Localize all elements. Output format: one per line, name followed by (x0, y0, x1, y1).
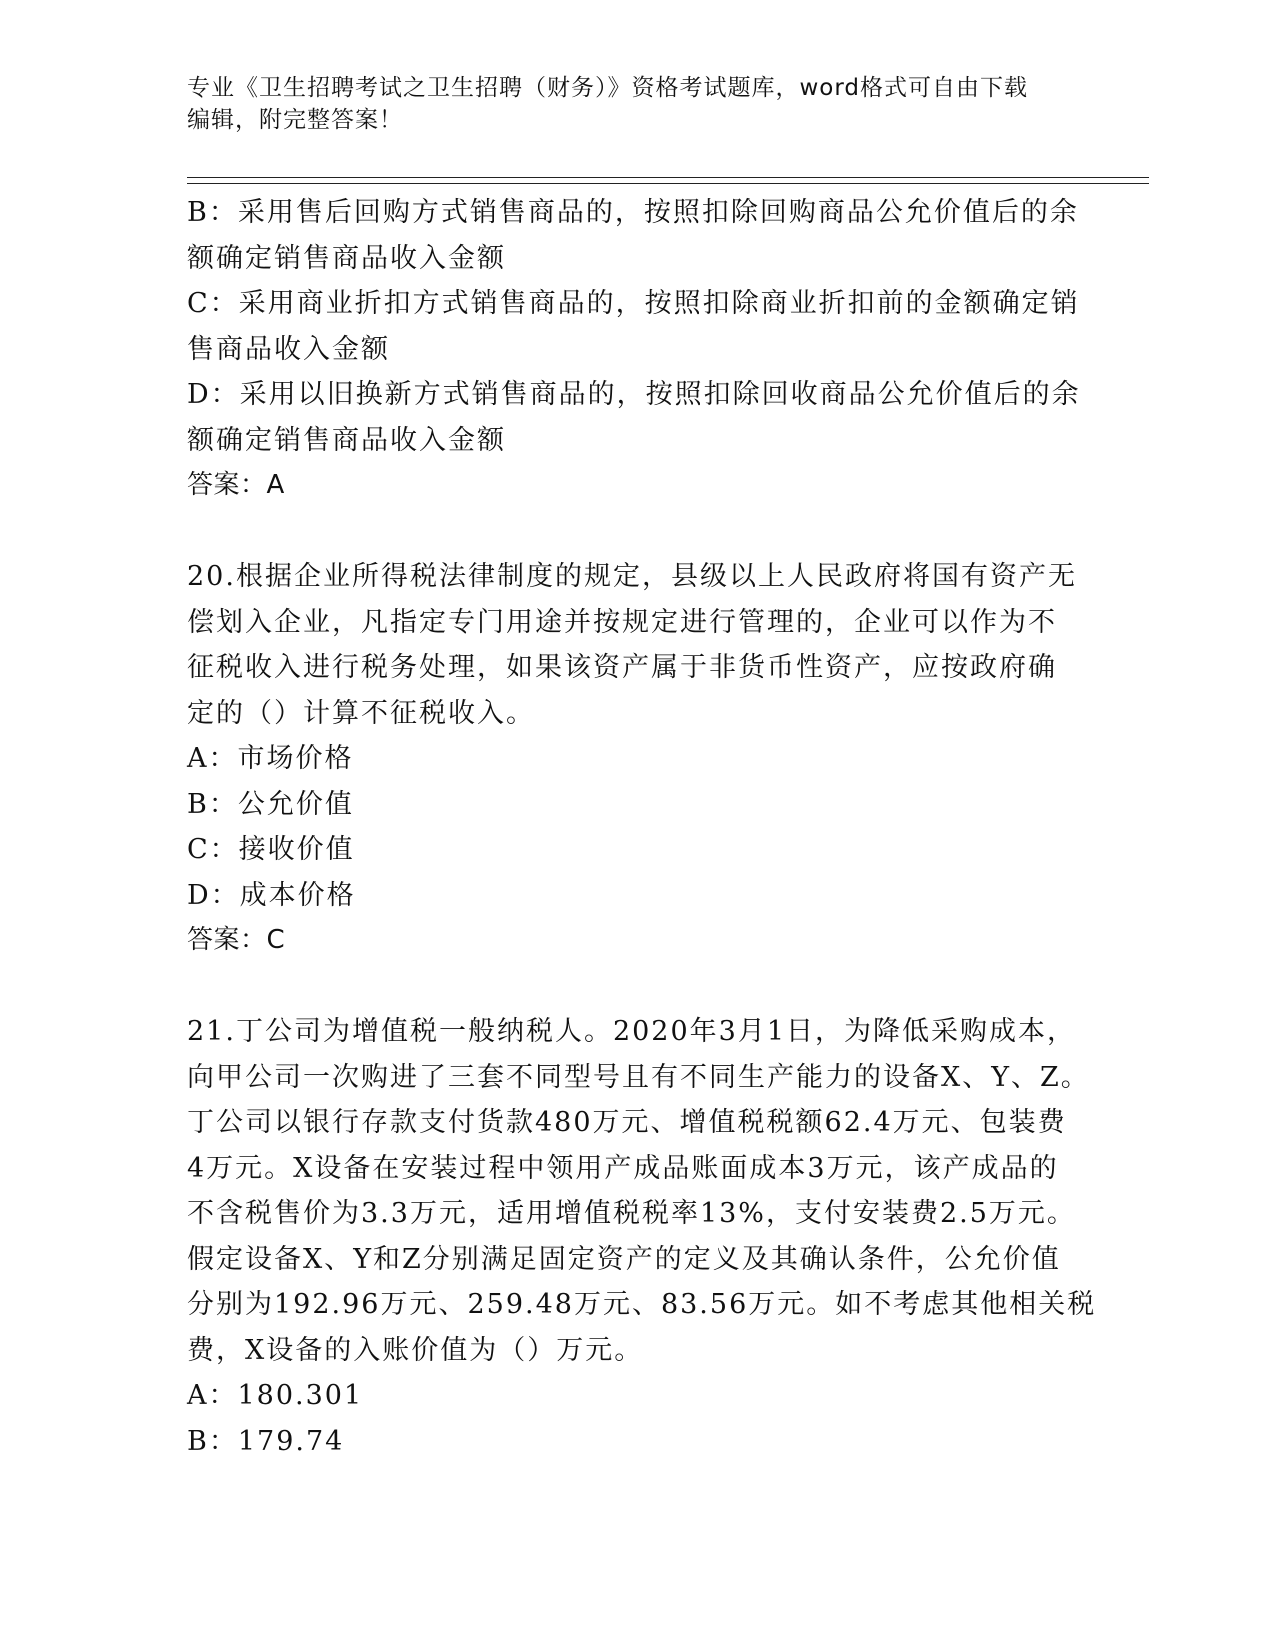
option-c-line-2: 售商品收入金额 (187, 333, 390, 365)
question-21-stem-line-6: 假定设备X、Y和Z分别满足固定资产的定义及其确认条件，公允价值 (187, 1243, 1061, 1275)
answer-19: 答案：A (187, 470, 285, 500)
question-spacer (187, 964, 1087, 1010)
page-header (187, 72, 1067, 136)
question-21-stem-line-4: 4万元。X设备在安装过程中领用产成品账面成本3万元，该产成品的 (187, 1152, 1059, 1184)
question-20-stem-line-3: 征税收入进行税务处理，如果该资产属于非货币性资产，应按政府确 (187, 652, 1057, 683)
question-20-stem-line-1: 20.根据企业所得税法律制度的规定，县级以上人民政府将国有资产无 (187, 561, 1077, 592)
header-title-line-2: 编辑，附完整答案！ (187, 107, 403, 133)
question-20-option-b: B：公允价值 (187, 788, 354, 820)
question-21-stem-line-2: 向甲公司一次购进了三套不同型号且有不同生产能力的设备X、Y、Z。 (187, 1061, 1090, 1093)
question-21-option-b: B：179.74 (187, 1425, 345, 1457)
option-b-line-2: 额确定销售商品收入金额 (187, 242, 506, 274)
question-20-option-d: D：成本价格 (187, 879, 356, 911)
question-21 (187, 1009, 1097, 1464)
option-d-line-2: 额确定销售商品收入金额 (187, 424, 506, 456)
option-c-line-1: C：采用商业折扣方式销售商品的，按照扣除商业折扣前的金额确定销 (187, 288, 1080, 319)
question-21-stem-line-1: 21.丁公司为增值税一般纳税人。2020年3月1日，为降低采购成本， (187, 1016, 1077, 1047)
option-d-line-1: D：采用以旧换新方式销售商品的，按照扣除回收商品公允价值后的余 (187, 379, 1081, 410)
answer-20: 答案：C (187, 925, 286, 955)
question-21-stem-line-7: 分别为192.96万元、259.48万元、83.56万元。如不考虑其他相关税 (187, 1289, 1097, 1320)
header-title-line-1: 专业《卫生招聘考试之卫生招聘（财务）》资格考试题库，word格式可自由下载 (187, 75, 1029, 101)
question-21-stem-line-8: 费，X设备的入账价值为（）万元。 (187, 1334, 644, 1366)
question-21-stem-line-3: 丁公司以银行存款支付货款480万元、增值税税额62.4万元、包装费 (187, 1107, 1067, 1138)
header-rule-top (187, 177, 1149, 178)
question-21-option-a: A：180.301 (187, 1380, 364, 1411)
document-body (187, 190, 1097, 1464)
question-21-stem-line-5: 不含税售价为3.3万元，适用增值税税率13%，支付安装费2.5万元。 (187, 1198, 1076, 1229)
header-rule-bottom (187, 183, 1149, 184)
question-20 (187, 554, 1087, 964)
question-20-option-c: C：接收价值 (187, 834, 355, 865)
question-19-tail (187, 190, 1087, 509)
option-b-line-1: B：采用售后回购方式销售商品的，按照扣除回购商品公允价值后的余 (187, 197, 1079, 228)
question-20-option-a: A：市场价格 (187, 743, 354, 774)
question-20-stem-line-2: 偿划入企业，凡指定专门用途并按规定进行管理的，企业可以作为不 (187, 606, 1057, 638)
question-20-stem-line-4: 定的（）计算不征税收入。 (187, 697, 535, 729)
question-spacer (187, 509, 1087, 555)
